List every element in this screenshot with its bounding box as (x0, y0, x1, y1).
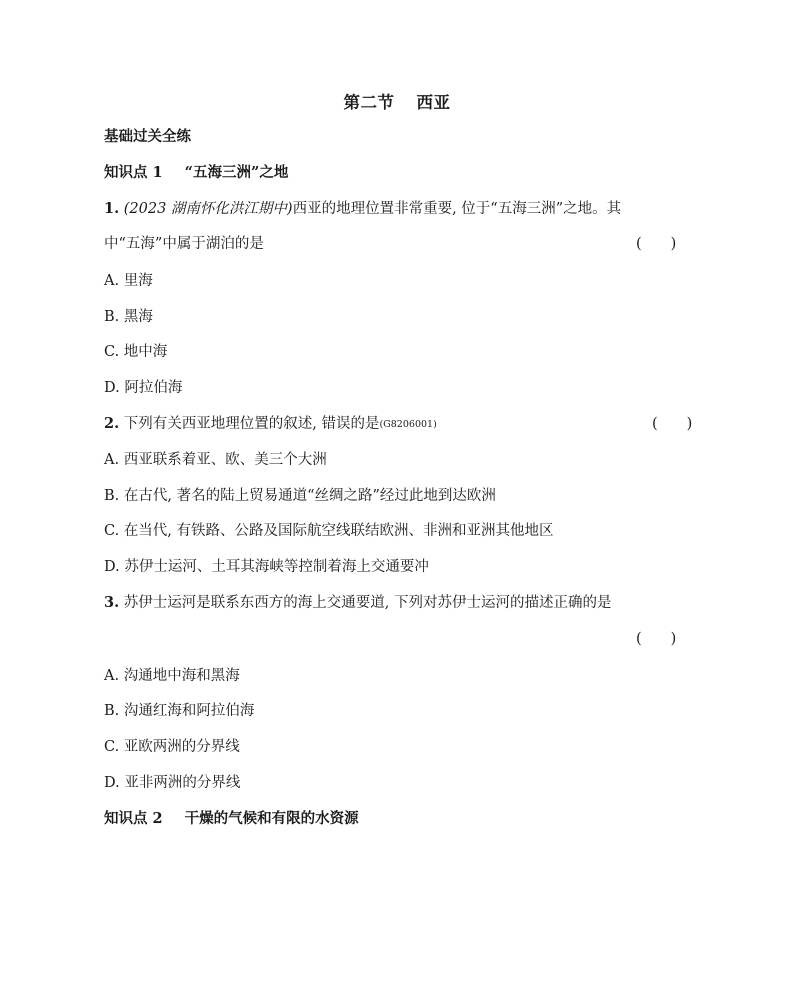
question-3-option-d: D. 亚非两洲的分界线 (104, 775, 241, 791)
question-3-option-a: A. 沟通地中海和黑海 (104, 668, 240, 684)
question-2-option-b: B. 在古代, 著名的陆上贸易通道“丝绸之路”经过此地到达欧洲 (104, 488, 496, 504)
question-1-option-c: C. 地中海 (104, 344, 168, 360)
question-number: 1. (104, 200, 120, 217)
answer-blank: ( ) (636, 236, 677, 252)
question-1-option-b: B. 黑海 (104, 309, 153, 325)
question-3-option-b: B. 沟通红海和阿拉伯海 (104, 703, 255, 719)
question-source: (2023 湖南怀化洪江期中) (123, 201, 293, 217)
question-3-option-c: C. 亚欧两洲的分界线 (104, 739, 240, 755)
question-number: 3. (104, 594, 120, 611)
knowledge-point-label: 知识点 2 (104, 810, 163, 827)
question-2-option-c: C. 在当代, 有铁路、公路及国际航空线联结欧洲、非洲和亚洲其他地区 (104, 523, 554, 539)
question-1-line-1 (104, 199, 621, 219)
answer-blank: ( ) (636, 631, 677, 647)
knowledge-point-text: 干燥的气候和有限的水资源 (184, 810, 359, 827)
question-1-option-d: D. 阿拉伯海 (104, 380, 183, 396)
question-2-stem (104, 414, 437, 435)
knowledge-point-label: 知识点 1 (104, 164, 163, 181)
question-3-stem (104, 593, 611, 613)
question-2-option-d: D. 苏伊士运河、土耳其海峡等控制着海上交通要冲 (104, 559, 429, 575)
question-stem: 下列有关西亚地理位置的叙述, 错误的是 (123, 416, 380, 432)
question-1-line-2: 中“五海”中属于湖泊的是 (104, 236, 264, 252)
question-code: (G8206001) (379, 419, 437, 430)
question-2-option-a: A. 西亚联系着亚、欧、美三个大洲 (104, 452, 327, 468)
question-number: 2. (104, 415, 120, 432)
knowledge-point-text: “五海三洲”之地 (184, 164, 289, 181)
question-stem: 西亚的地理位置非常重要, 位于“五海三洲”之地。其 (292, 201, 622, 217)
subheading: 基础过关全练 (104, 128, 191, 145)
knowledge-point-1 (104, 163, 288, 183)
knowledge-point-2 (104, 809, 359, 829)
section-title-part1: 第二节 (343, 93, 395, 112)
section-title (0, 92, 794, 114)
answer-blank: ( ) (652, 416, 693, 432)
question-1-option-a: A. 里海 (104, 273, 153, 289)
section-title-part2: 西亚 (416, 93, 451, 112)
question-stem: 苏伊士运河是联系东西方的海上交通要道, 下列对苏伊士运河的描述正确的是 (123, 595, 612, 611)
